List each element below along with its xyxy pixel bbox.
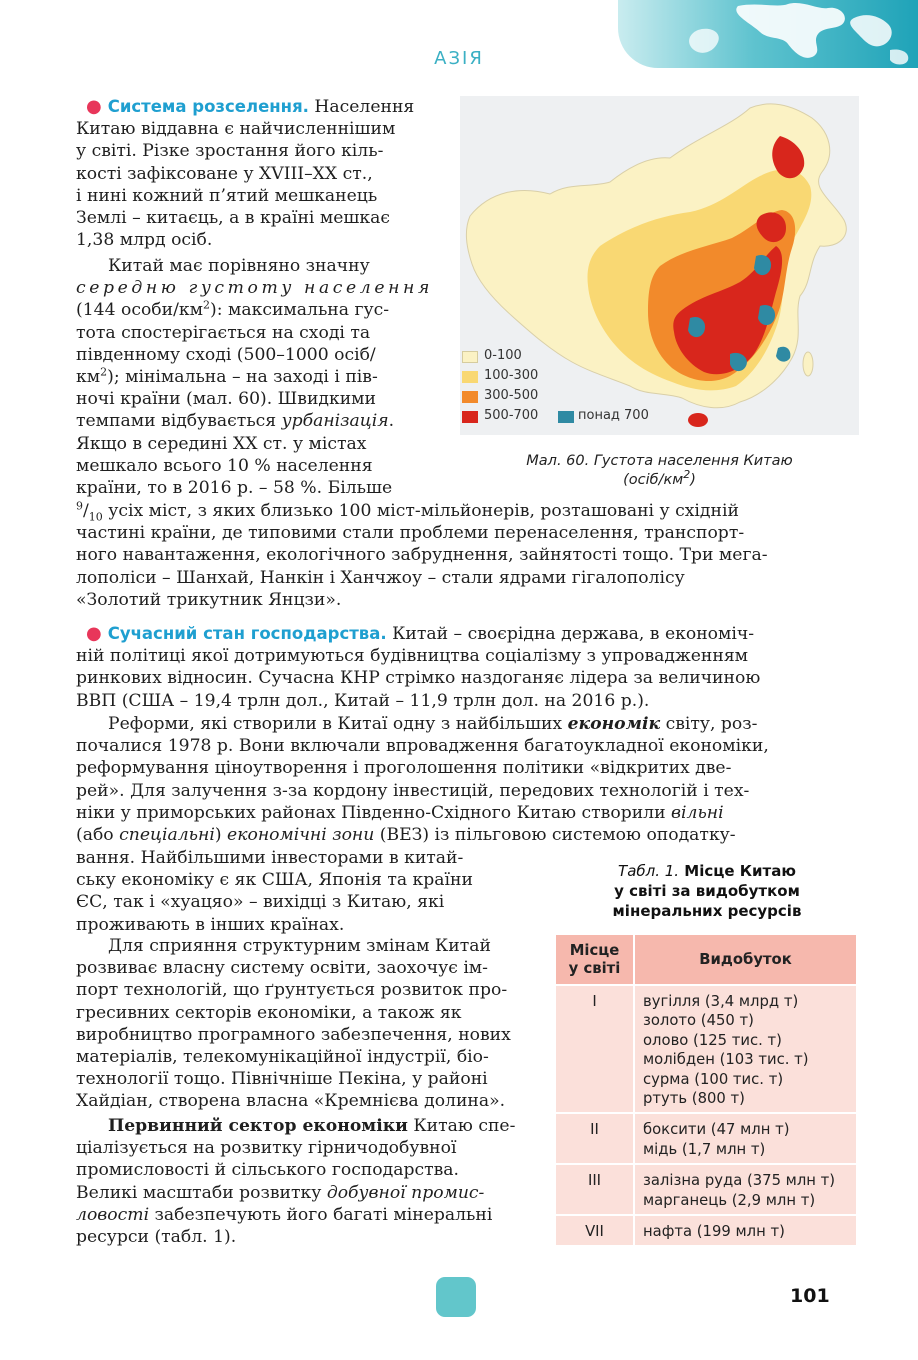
settlement-paragraph xyxy=(76,96,438,251)
legend-item: 0-100 xyxy=(462,348,552,366)
reforms-paragraph: Реформи, які створили в Китаї одну з найбільших економік світу, роз- почалися 1978 р. Вони включали впровадження багатоукладної економіки, реформування ціноутворення і проголошення політики «відкритих две- рей». Для залучення з-за кордону інвестицій, передових технологій і тех- ніки у приморських районах Південно-Східного Китаю створили вільні (або спеціальні) економічні зони (ВЕЗ) із пільговою системою оподатку- xyxy=(76,714,769,846)
rank-cell: I xyxy=(556,985,634,1113)
settlement-first-line: ● Система розселення. Населення xyxy=(86,96,415,117)
bullet-icon: ● xyxy=(86,623,102,644)
table-row xyxy=(556,985,857,1113)
primary-sector-paragraph: Первинний сектор економіки Китаю спе- ціалізується на розвитку гірничодобувної промисловості й сільського господарства. Великі масштаби розвитку добувної промис- ловості забезпечують його багаті мінеральні ресурси (табл. 1). xyxy=(76,1116,516,1248)
china-population-density-map xyxy=(460,96,859,435)
legend-item: 100-300 xyxy=(462,368,552,386)
legend-swatch xyxy=(462,371,478,383)
page-number: 101 xyxy=(790,1285,830,1307)
economy-heading: Сучасний стан господарства. xyxy=(107,624,387,643)
table-caption: Табл. 1. Місце Китаю у світі за видобутком мінеральних ресурсів xyxy=(612,862,802,920)
mineral-resources-table xyxy=(556,935,858,1247)
text-line: Землі – китаєць, а в країні мешкає xyxy=(76,208,390,229)
education-paragraph: Для сприяння структурним змінам Китай розвиває власну систему освіти, заохочує ім- порт технологій, що ґрунтується розвиток про- гресивних секторів економіки, а також як виробництво програмного забезпечення, нових матеріалів, телекомунікаційної індустрії, біо- технології тощо. Північніше Пекіна, у районі Хайдіан, створена власна «Кремнієва долина». xyxy=(76,936,511,1112)
table-row xyxy=(556,1164,857,1215)
density-paragraph: Китай має порівняно значну середню густоту населення (144 особи/$км^2$): максимальна гус- тота спостерігається на сході та південному сході (500–1000 осіб/ $км^2$); мінімальна – на заході і пів- ночі країни (мал. 60). Швидкими темпами відбувається урбанізація. Якщо в середині XX ст. у містах мешкало всього 10 % населення країни, то в 2016 р. – 58 %. Більше xyxy=(76,256,433,499)
rank-cell: VII xyxy=(556,1215,634,1246)
legend-swatch xyxy=(462,351,478,363)
section-title: АЗІЯ xyxy=(434,48,484,69)
legend-swatch xyxy=(558,411,574,423)
items-cell: боксити (47 млн т) мідь (1,7 млн т) xyxy=(634,1113,857,1164)
text-line: і нині кожний п’ятий мешканець xyxy=(76,185,378,206)
rank-cell: II xyxy=(556,1113,634,1164)
text-line: 1,38 млрд осіб. xyxy=(76,230,213,251)
footer-tab-marker xyxy=(436,1277,476,1317)
items-cell: нафта (199 млн т) xyxy=(634,1215,857,1246)
economy-paragraph: ● Сучасний стан господарства. Китай – своєрідна держава, в економіч- ній політиці якої дотримуються будівництва соціалізму з упровадженням ринкових відносин. Сучасна КНР стрімко наздоганяє лідера за величиною ВВП (США – 19,4 трлн дол., Китай – 11,9 трлн дол. на 2016 р.). xyxy=(76,623,761,711)
urbanization-paragraph: $^9/_{10}$ усіх міст, з яких близько 100 міст-мільйонерів, розташовані у східній частині країни, де типовими стали проблеми перенаселення, транспорт- ного навантаження, екологічного забруднення, зайнятості тощо. Три мега- лополіси – Шанхай, Нанкін і Ханчжоу – стали ядрами гігалополісу «Золотий трикутник Янцзи». xyxy=(76,499,768,610)
table-header-row xyxy=(556,935,857,985)
map-caption: Мал. 60. Густота населення Китаю $(осіб/км^2)$ xyxy=(526,453,793,488)
table-row xyxy=(556,1215,857,1246)
items-cell: вугілля (3,4 млрд т) золото (450 т) олово (125 тис. т) молібден (103 тис. т) сурма (100 тис. т) ртуть (800 т) xyxy=(634,985,857,1113)
text-line: у світі. Різке зростання його кіль- xyxy=(76,141,384,162)
legend-item: 500-700 xyxy=(462,408,552,426)
bullet-icon: ● xyxy=(86,96,102,117)
col-extraction-header: Видобуток xyxy=(634,935,857,985)
items-cell: залізна руда (375 млн т) марганець (2,9 млн т) xyxy=(634,1164,857,1215)
table-row xyxy=(556,1113,857,1164)
col-rank-header: Місце у світі xyxy=(556,935,634,985)
rank-cell: III xyxy=(556,1164,634,1215)
settlement-heading: Система розселення. xyxy=(107,97,309,116)
legend-swatch xyxy=(462,391,478,403)
legend-swatch xyxy=(462,411,478,423)
investors-paragraph: вання. Найбільшими інвесторами в китай- ську економіку є як США, Японія та країни ЄС, так і «хуацяо» – вихідці з Китаю, які проживають в інших країнах. xyxy=(76,848,473,935)
text-line: кості зафіксоване у XVIII–XX ст., xyxy=(76,163,373,184)
legend-item: понад 700 xyxy=(558,408,668,426)
text-line: Китаю віддавна є найчисленнішим xyxy=(76,119,396,140)
legend-item: 300-500 xyxy=(462,388,552,406)
